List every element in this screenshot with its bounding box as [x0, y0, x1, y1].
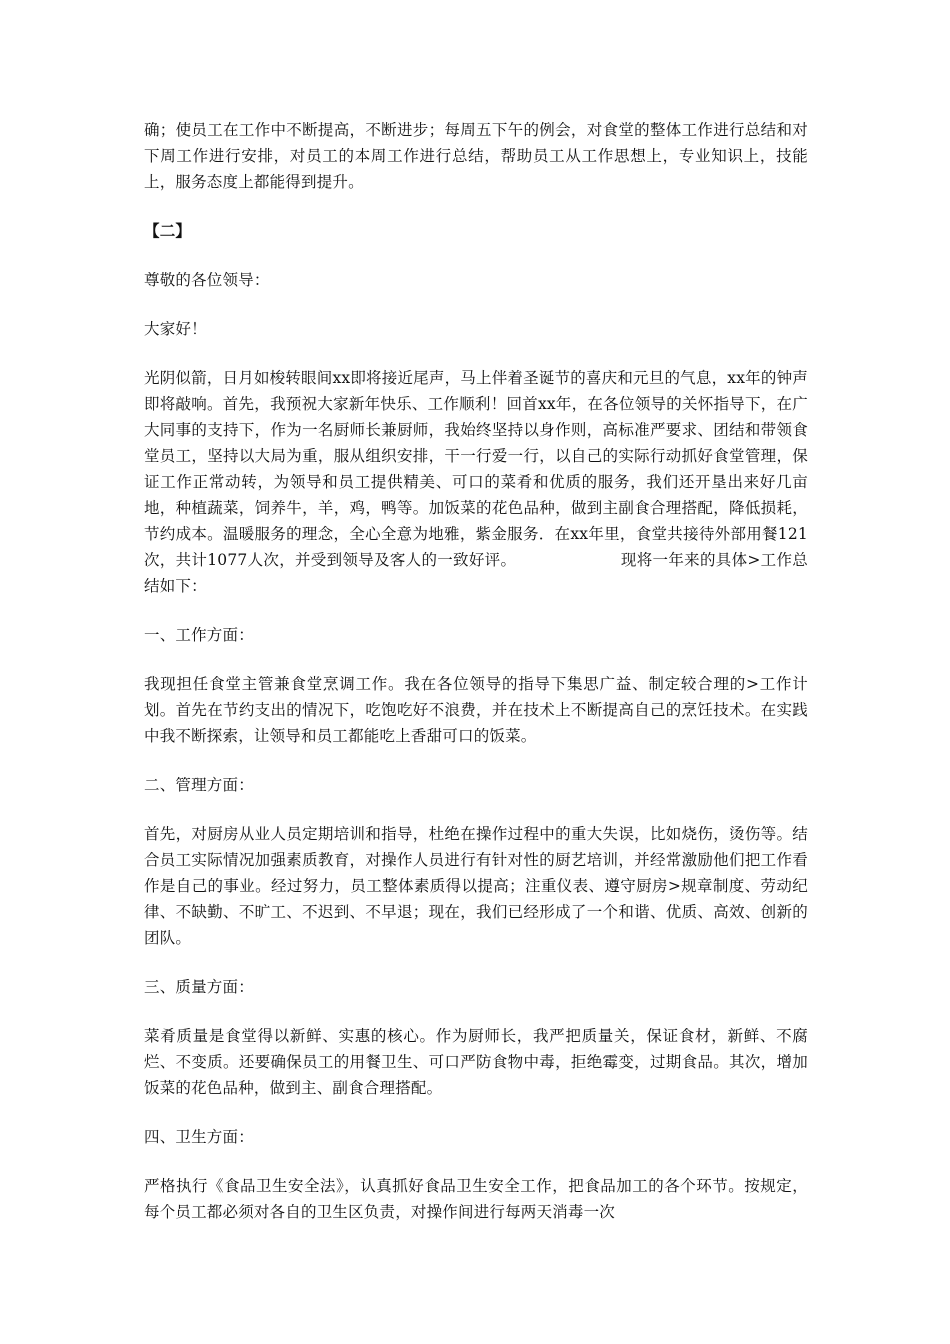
heading-quality-aspect: 三、质量方面：	[144, 978, 254, 996]
heading-management-aspect: 二、管理方面：	[144, 776, 254, 794]
section-marker-two: 【二】	[144, 221, 192, 240]
paragraph-management-aspect: 首先，对厨房从业人员定期培训和指导，杜绝在操作过程中的重大失误，比如烧伤，烫伤等。结合员工实际情况加强素质教育，对操作人员进行有针对性的厨艺培训，并经常激励他们把工作看作是自己的事业。经过努力，员工整体素质得以提高；注重仪表、遵守厨房>规章制度、劳动纪律、不缺勤、不旷工、不迟到、不早退；现在，我们已经形成了一个和谐、优质、高效、创新的团队。	[144, 825, 808, 947]
paragraph-work-aspect: 我现担任食堂主管兼食堂烹调工作。我在各位领导的指导下集思广益、制定较合理的>工作计划。首先在节约支出的情况下，吃饱吃好不浪费，并在技术上不断提高自己的烹饪技术。在实践中我不断探索，让领导和员工都能吃上香甜可口的饭菜。	[144, 675, 808, 745]
paragraph-year-summary: 光阴似箭，日月如梭转眼间xx即将接近尾声，马上伴着圣诞节的喜庆和元旦的气息，xx年的钟声即将敲响。首先，我预祝大家新年快乐、工作顺利！回首xx年，在各位领导的关怀指导下，在广大同事的支持下，作为一名厨师长兼厨师，我始终坚持以身作则，高标准严要求、团结和带领食堂员工，坚持以大局为重，服从组织安排，干一行爱一行，以自己的实际行动抓好食堂管理，保证工作正常动转，为领导和员工提供精美、可口的菜肴和优质的服务，我们还开垦出来好几亩地，种植蔬菜，饲养牛，羊，鸡，鸭等。加饭菜的花色品种，做到主副食合理搭配，降低损耗，节约成本。温暖服务的理念，全心全意为地雅，紫金服务．在xx年里，食堂共接待外部用餐121次，共计1077人次，并受到领导及客人的一致好评。 现将一年来的具体>工作总结如下：	[144, 369, 808, 595]
heading-hygiene-aspect: 四、卫生方面：	[144, 1128, 254, 1146]
greeting: 大家好！	[144, 320, 207, 338]
paragraph-hygiene-aspect: 严格执行《食品卫生安全法》，认真抓好食品卫生安全工作，把食品加工的各个环节。按规定，每个员工都必须对各自的卫生区负责，对操作间进行每两天消毒一次	[144, 1177, 808, 1221]
paragraph-quality-aspect: 菜肴质量是食堂得以新鲜、实惠的核心。作为厨师长，我严把质量关，保证食材，新鲜、不腐烂、不变质。还要确保员工的用餐卫生、可口严防食物中毒，拒绝霉变，过期食品。其次，增加饭菜的花色品种，做到主、副食合理搭配。	[144, 1027, 808, 1097]
salutation: 尊敬的各位领导：	[144, 271, 270, 289]
heading-work-aspect: 一、工作方面：	[144, 626, 254, 644]
document-body	[144, 117, 808, 1248]
paragraph-intro-continuation: 确；使员工在工作中不断提高，不断进步；每周五下午的例会，对食堂的整体工作进行总结和对下周工作进行安排，对员工的本周工作进行总结，帮助员工从工作思想上，专业知识上，技能上，服务态度上都能得到提升。	[144, 121, 808, 191]
